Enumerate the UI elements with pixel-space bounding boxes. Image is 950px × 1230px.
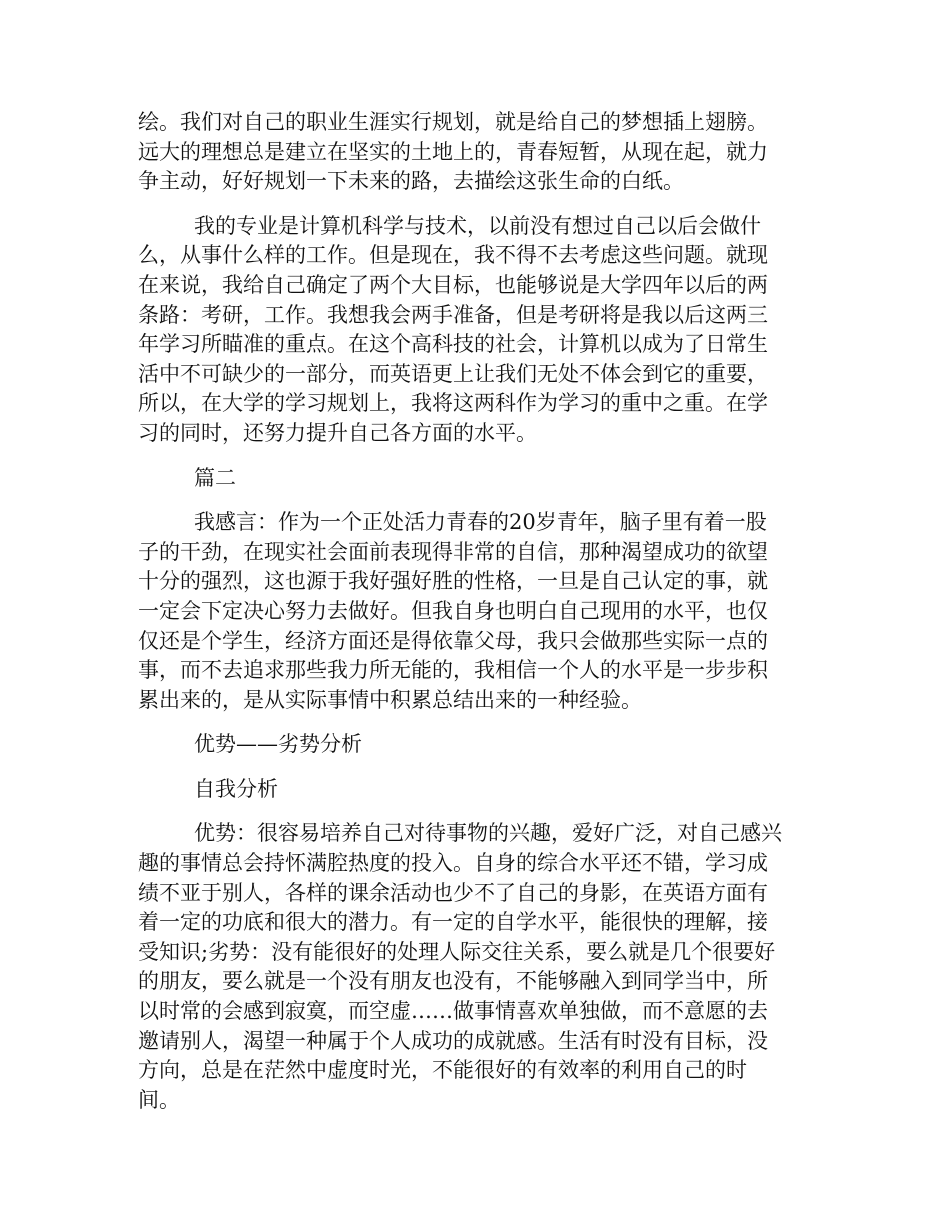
paragraph-major: 我的专业是计算机科学与技术，以前没有想过自己以后会做什 么，从事什么样的工作。但是现在，我不得不去考虑这些问题。就现 在来说，我给自己确定了两个大目标，也能够说是大学四年以后的两 条路：考研，工作。我想我会两手准备，但是考研将是我以后这两三 年学习所瞄准的重点。在这个高科技的社会，计算机以成为了日常生 活中不可缺少的一部分，而英语更上让我们无处不体会到它的重要， 所以，在大学的学习规划上，我将这两科作为学习的重中之重。在学 习的同时，还努力提升自己各方面的水平。: [138, 213, 768, 445]
section-heading-swot: 优势——劣势分析: [194, 732, 362, 757]
paragraph-strengths-weaknesses: 优势：很容易培养自己对待事物的兴趣，爱好广泛，对自己感兴 趣的事情总会持怀满腔热度的投入。自身的综合水平还不错，学习成 绩不亚于别人，各样的课余活动也少不了自己的身影，在英语方面有 着一定的功底和很大的潜力。有一定的自学水平，能很快的理解，接 受知识;劣势：没有能很好的处理人际交往关系，要么就是几个很要好 的朋友，要么就是一个没有朋友也没有，不能够融入到同学当中，所 以时常的会感到寂寞，而空虚……做事情喜欢单独做，而不意愿的去 邀请别人，渴望一种属于个人成功的成就感。生活有时没有目标，没 方向，总是在茫然中虚度时光，不能很好的有效率的利用自己的时 间。: [138, 821, 782, 1112]
paragraph-self-statement: 我感言：作为一个正处活力青春的20岁青年，脑子里有着一股 子的干劲，在现实社会面前表现得非常的自信，那种渴望成功的欲望 十分的强烈，这也源于我好强好胜的性格，一旦是自己认定的事，就 一定会下定决心努力去做好。但我自身也明白自己现用的水平，也仅 仅还是个学生，经济方面还是得依靠父母，我只会做那些实际一点的 事，而不去追求那些我力所无能的，我相信一个人的水平是一步步积 累出来的，是从实际事情中积累总结出来的一种经验。: [138, 510, 768, 712]
section-heading-self-analysis: 自我分析: [194, 776, 278, 801]
section-heading-part-two: 篇二: [194, 465, 236, 490]
document-page: [138, 108, 814, 1130]
paragraph-continuation: 绘。我们对自己的职业生涯实行规划，就是给自己的梦想插上翅膀。 远大的理想总是建立在坚实的土地上的，青春短暂，从现在起，就力 争主动，好好规划一下未来的路，去描绘这张生命的白纸。: [138, 110, 768, 194]
